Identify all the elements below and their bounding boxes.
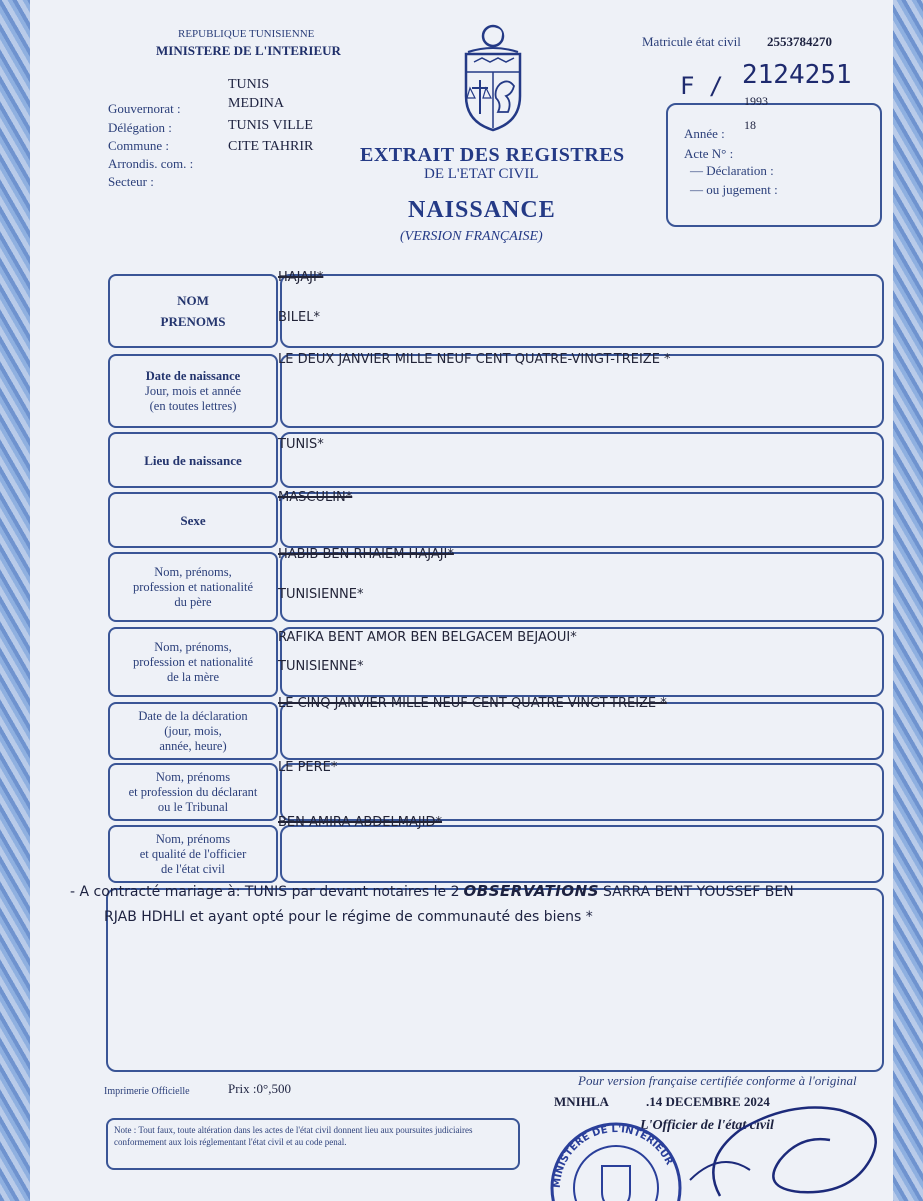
declaration-date-label-1: Date de la déclaration bbox=[138, 708, 248, 723]
dob-value: LE DEUX JANVIER MILLE NEUF CENT QUATRE-VINGT-TREIZE * bbox=[278, 352, 671, 367]
certificate-sheet bbox=[30, 0, 893, 1201]
f-number: 2124251 bbox=[742, 60, 852, 90]
right-security-border bbox=[889, 0, 923, 1201]
commune-label: Commune : bbox=[108, 138, 170, 153]
declarant-value: LE PERE* bbox=[278, 760, 338, 775]
coat-of-arms-icon bbox=[460, 22, 526, 132]
declaration-date-label-2: (jour, mois, bbox=[164, 723, 222, 738]
ministry-label: MINISTERE DE L'INTERIEUR bbox=[156, 43, 341, 58]
commune-value: TUNIS VILLE bbox=[228, 118, 313, 133]
republic-label: REPUBLIQUE TUNISIENNE bbox=[178, 28, 315, 40]
legal-note: Note : Tout faux, toute altération dans les actes de l'état civil donnent lieu aux poursuites judiciaires conformement aux lois réglementant l'état civil et au code penal. bbox=[114, 1125, 473, 1147]
dob-label-sub2: (en toutes lettres) bbox=[149, 398, 237, 413]
mere-label bbox=[108, 627, 278, 697]
observation-text-1b: SARRA BENT YOUSSEF BEN bbox=[603, 884, 794, 900]
left-security-border bbox=[0, 0, 34, 1201]
observation-text-2: RJAB HDHLI et ayant opté pour le régime de communauté des biens * bbox=[104, 909, 593, 925]
sexe-label: Sexe bbox=[108, 492, 278, 548]
delegation-label: Délégation : bbox=[108, 120, 172, 135]
lieu-field bbox=[280, 432, 884, 488]
lieu-value: TUNIS* bbox=[278, 437, 324, 452]
acte-label: Acte N° : bbox=[684, 146, 734, 161]
prix-label: Prix :0°,500 bbox=[228, 1081, 291, 1096]
officier-field bbox=[280, 825, 884, 883]
declaration-date-label-3: année, heure) bbox=[159, 738, 227, 753]
matricule-label: Matricule état civil bbox=[642, 34, 741, 49]
declarant-label bbox=[108, 763, 278, 821]
certifie-label: Pour version française certifiée conforme à l'original bbox=[578, 1073, 857, 1088]
dob-label-sub1: Jour, mois et année bbox=[144, 383, 241, 398]
dob-label-title: Date de naissance bbox=[145, 368, 241, 383]
title-naissance: NAISSANCE bbox=[408, 197, 556, 223]
arrondis-label: Arrondis. com. : bbox=[108, 156, 194, 171]
mere-label-1: Nom, prénoms, bbox=[154, 639, 232, 654]
pere-nationality: TUNISIENNE* bbox=[278, 587, 364, 602]
prenoms-label: PRENOMS bbox=[160, 314, 226, 329]
declarant-field bbox=[280, 763, 884, 821]
stamp-text: MINISTERE DE L'INTERIEUR bbox=[551, 1123, 675, 1189]
officier-signature-label: L'Officier de l'état civil bbox=[640, 1118, 774, 1133]
arrondis-value: CITE TAHRIR bbox=[228, 139, 314, 154]
pere-label-1: Nom, prénoms, bbox=[154, 564, 232, 579]
matricule-value: 2553784270 bbox=[767, 34, 832, 49]
nom-prenoms-label bbox=[108, 274, 278, 348]
lieu-label: Lieu de naissance bbox=[108, 432, 278, 488]
gouvernorat-label: Gouvernorat : bbox=[108, 101, 181, 116]
f-prefix: F / bbox=[680, 72, 724, 100]
officier-label-3: de l'état civil bbox=[160, 861, 226, 876]
officier-label-1: Nom, prénoms bbox=[155, 831, 231, 846]
pere-field bbox=[280, 552, 884, 622]
observations-line-1 bbox=[70, 880, 890, 906]
officier-label-2: et qualité de l'officier bbox=[139, 846, 247, 861]
imprimerie-label: Imprimerie Officielle bbox=[104, 1086, 190, 1097]
handwritten-signature bbox=[680, 1100, 910, 1200]
declaration-date-value: LE CINQ JANVIER MILLE NEUF CENT QUATRE-VINGT-TREIZE * bbox=[278, 696, 667, 711]
secteur-label: Secteur : bbox=[108, 174, 154, 189]
declarant-label-2: et profession du déclarant bbox=[128, 784, 258, 799]
declaration-label: — Déclaration : bbox=[690, 163, 774, 178]
mere-label-3: de la mère bbox=[166, 669, 220, 684]
pere-name: HABIB BEN RHAIEM HAJAJI* bbox=[278, 547, 454, 562]
jugement-label: — ou jugement : bbox=[690, 182, 778, 197]
title-line-2: DE L'ETAT CIVIL bbox=[424, 166, 539, 182]
pere-label-2: profession et nationalité bbox=[132, 579, 254, 594]
place-value: MNIHLA bbox=[554, 1094, 609, 1109]
official-stamp-icon bbox=[546, 1118, 686, 1201]
nom-prenoms-field bbox=[280, 274, 884, 348]
mere-nationality: TUNISIENNE* bbox=[278, 659, 364, 674]
declaration-date-label bbox=[108, 702, 278, 760]
officier-value: BEN AMIRA ABDELMAJID* bbox=[278, 815, 443, 830]
acte-number-value: 18 bbox=[744, 118, 756, 132]
declarant-label-1: Nom, prénoms bbox=[155, 769, 231, 784]
observations-title: OBSERVATIONS bbox=[463, 882, 600, 900]
annee-value: 1993 bbox=[744, 94, 768, 108]
title-version: (VERSION FRANÇAISE) bbox=[400, 229, 543, 244]
sexe-field bbox=[280, 492, 884, 548]
title-line-1: EXTRAIT DES REGISTRES bbox=[360, 144, 625, 166]
pere-label bbox=[108, 552, 278, 622]
declarant-label-3: ou le Tribunal bbox=[157, 799, 229, 814]
pere-label-3: du père bbox=[174, 594, 212, 609]
nom-label: NOM bbox=[177, 293, 209, 308]
dob-label bbox=[108, 354, 278, 428]
delegation-value: MEDINA bbox=[228, 96, 284, 111]
mere-label-2: profession et nationalité bbox=[132, 654, 254, 669]
sexe-value: MASCULIN* bbox=[278, 490, 353, 505]
prenom-value: BILEL* bbox=[278, 310, 320, 325]
gouvernorat-value: TUNIS bbox=[228, 77, 270, 92]
officier-label bbox=[108, 825, 278, 883]
date-value: .14 DECEMBRE 2024 bbox=[646, 1094, 770, 1109]
annee-label: Année : bbox=[684, 126, 725, 141]
nom-value: HAJAJI* bbox=[278, 270, 324, 285]
mere-name: RAFIKA BENT AMOR BEN BELGACEM BEJAOUI* bbox=[278, 630, 577, 645]
observation-text-1: - A contracté mariage à: TUNIS par devant notaires le 2 bbox=[70, 884, 460, 900]
